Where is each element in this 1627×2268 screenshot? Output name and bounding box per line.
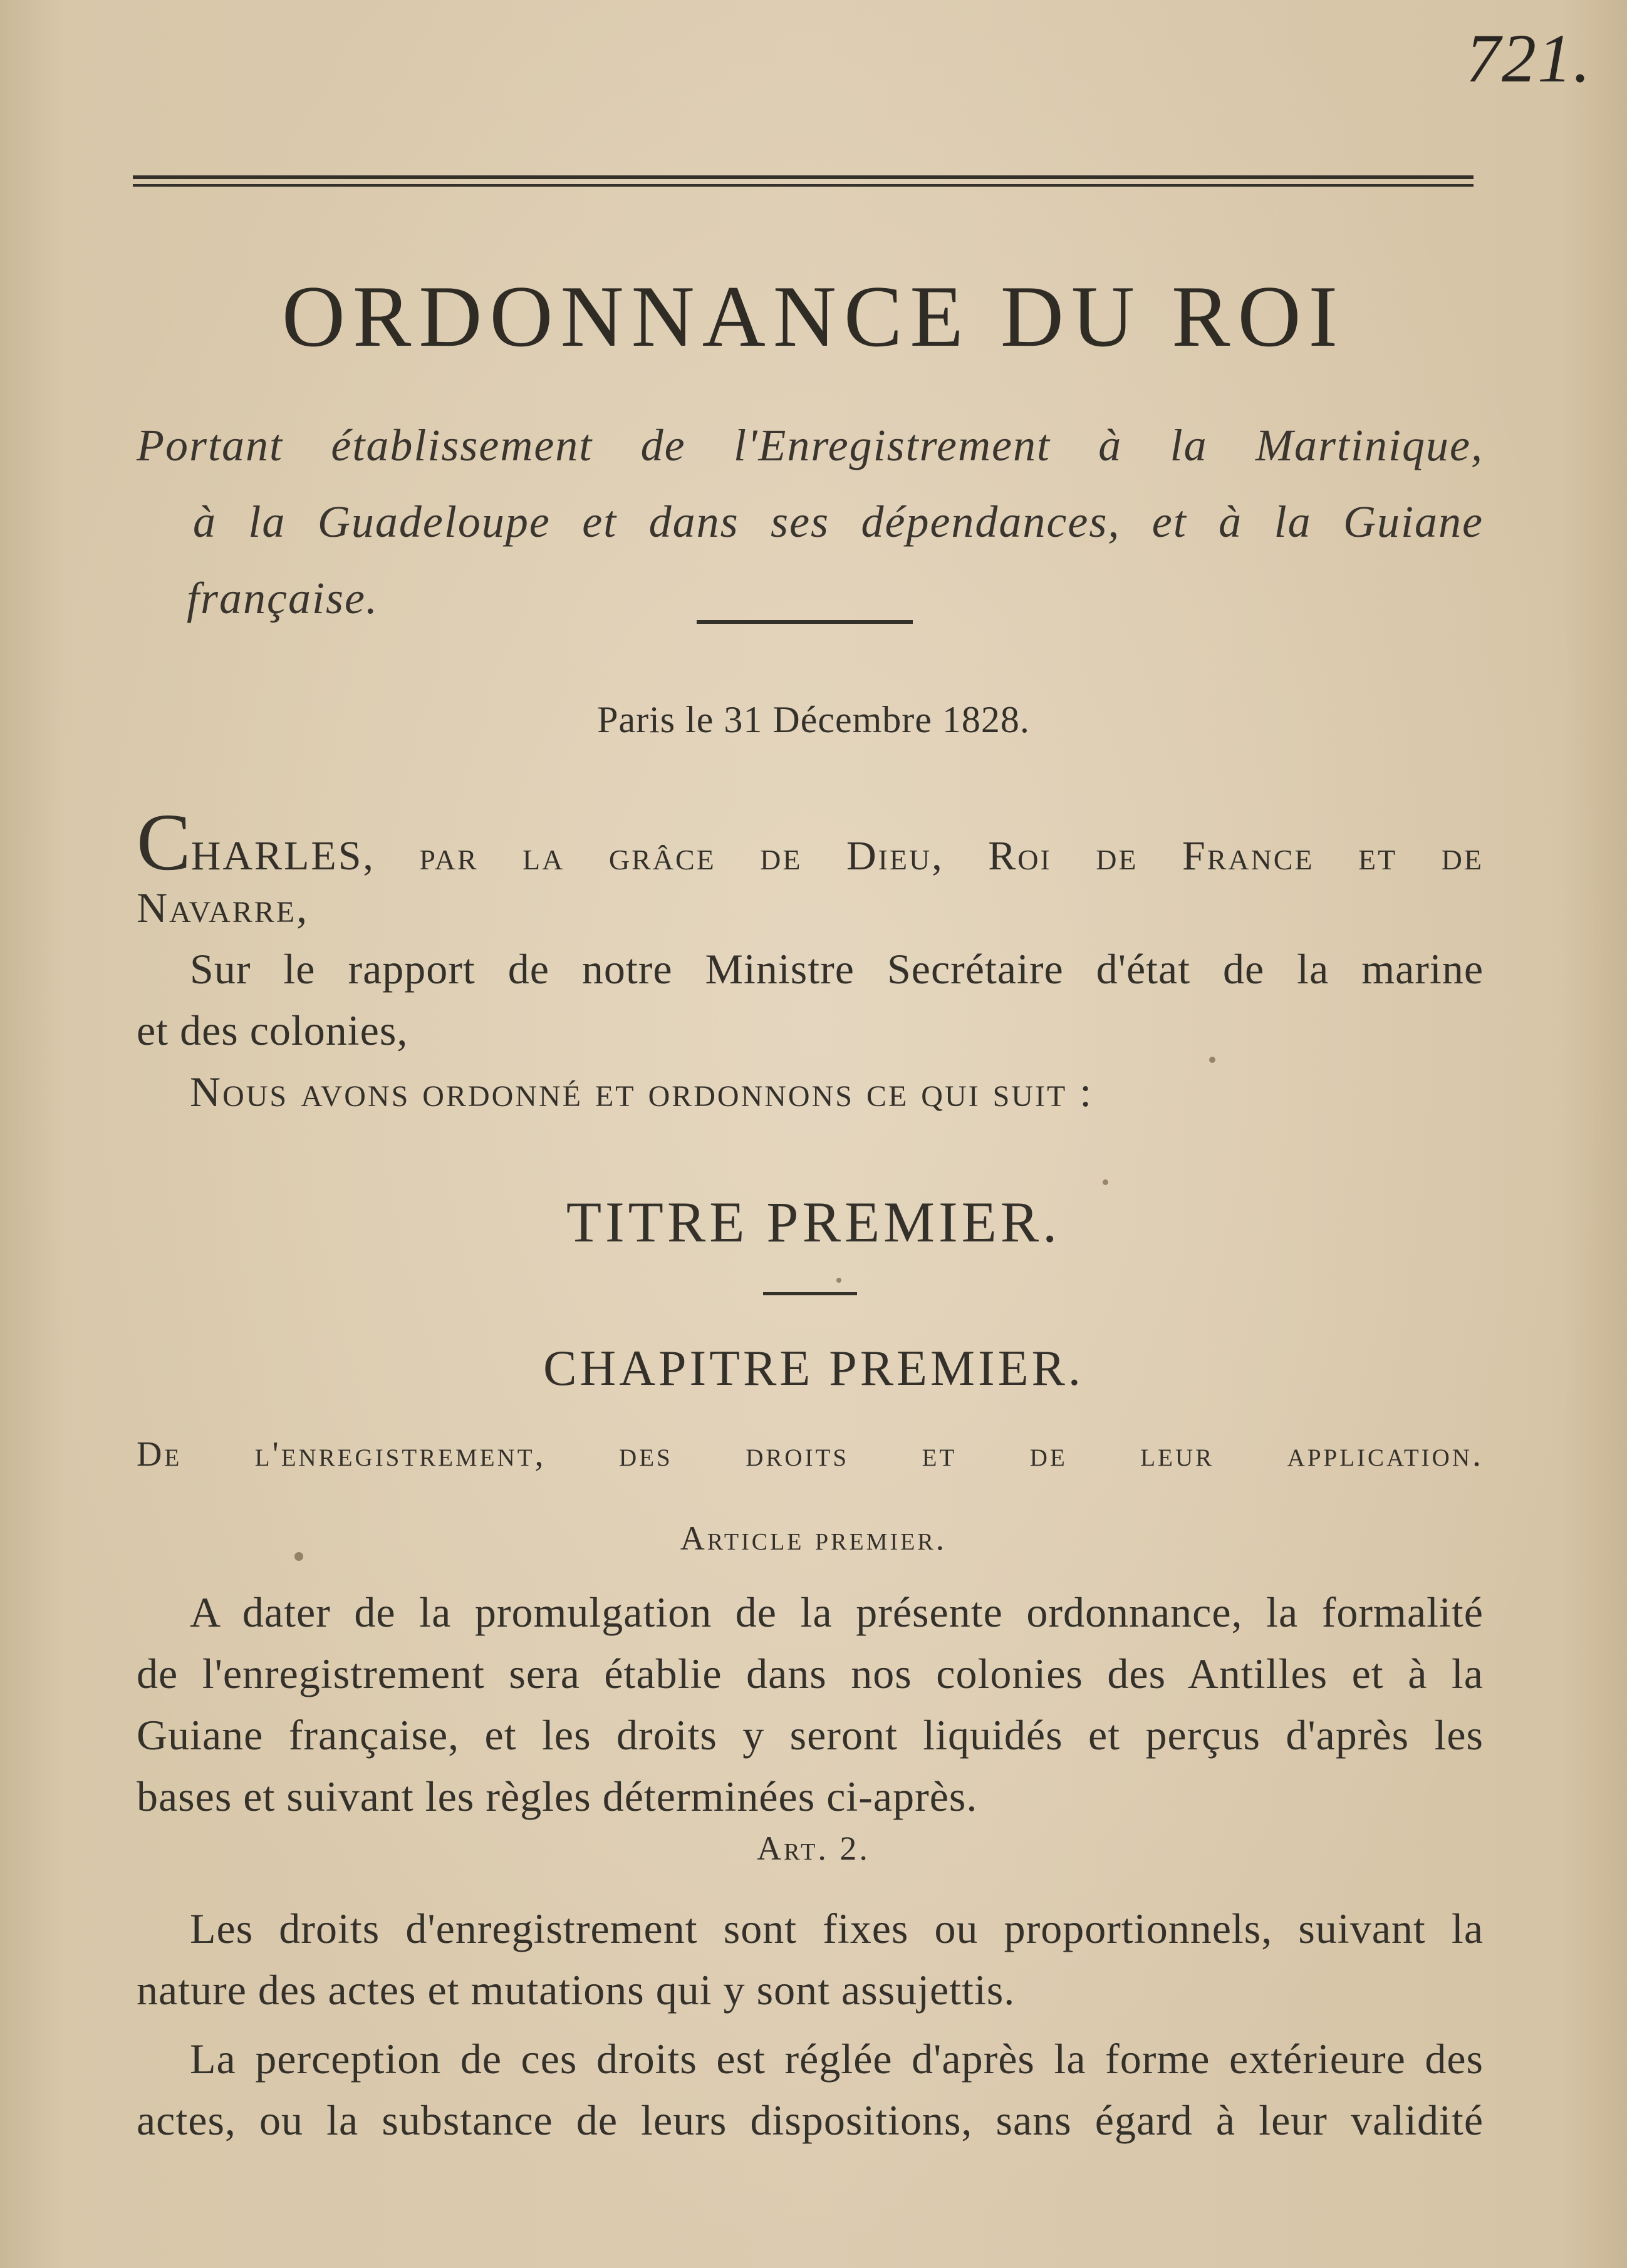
- document-subtitle: [137, 407, 1484, 636]
- dropcap-letter: C: [137, 797, 191, 888]
- subtitle-line: à la Guadeloupe et dans ses dépendances, et à la Guiane: [193, 497, 1484, 547]
- subtitle-line: Portant établissement de l'Enregistrement à la Martinique,: [137, 420, 1484, 470]
- ink-spot: [294, 1552, 303, 1561]
- ink-spot: [1209, 1057, 1215, 1063]
- ink-spot: [1103, 1179, 1108, 1185]
- titre-heading: TITRE PREMIER.: [566, 1190, 1061, 1254]
- folio-number: 721.: [1466, 20, 1592, 96]
- document-title: ORDONNANCE DU ROI: [281, 268, 1346, 365]
- article2-line: La perception de ces droits est réglée d'après la forme extérieure des: [190, 2035, 1484, 2083]
- article1-heading: Article premier.: [680, 1520, 947, 1557]
- header-double-rule: [133, 175, 1474, 192]
- article2-line: actes, ou la substance de leurs dispositions, sans égard à leur validité: [137, 2096, 1484, 2144]
- article1-line: A dater de la promulgation de la présente ordonnance, la formalité: [190, 1588, 1484, 1636]
- preamble-line1: HARLES, par la grâce de Dieu, Roi de France et de: [190, 833, 1484, 879]
- date-line: Paris le 31 Décembre 1828.: [597, 699, 1030, 740]
- article2-line: nature des actes et mutations qui y sont assujettis.: [137, 1966, 1016, 2014]
- chapitre-subtitle: De l'enregistrement, des droits et de leur application.: [137, 1435, 1484, 1474]
- article2-body: [137, 1898, 1484, 2151]
- article2-heading: Art. 2.: [757, 1830, 870, 1867]
- article2-line: Les droits d'enregistrement sont fixes ou proportionnels, suivant la: [190, 1905, 1484, 1952]
- preamble-line2: Navarre,: [137, 884, 309, 931]
- titre-divider: [763, 1292, 857, 1295]
- preamble-body: [137, 877, 1484, 1122]
- rapport-line: et des colonies,: [137, 1007, 408, 1054]
- rapport-line: Sur le rapport de notre Ministre Secrétaire d'état de la marine: [190, 945, 1484, 993]
- ink-spot: [836, 1278, 841, 1283]
- ordonne-line: Nous avons ordonné et ordonnons ce qui suit :: [190, 1068, 1094, 1116]
- chapitre-heading: CHAPITRE PREMIER.: [543, 1341, 1084, 1396]
- subtitle-divider: [697, 620, 913, 624]
- subtitle-line: française.: [187, 573, 378, 623]
- article1-line: de l'enregistrement sera établie dans nos colonies des Antilles et à la: [137, 1650, 1484, 1697]
- article1-line: bases et suivant les règles déterminées ci-après.: [137, 1773, 978, 1820]
- article1-body: [137, 1582, 1484, 1827]
- article1-line: Guiane française, et les droits y seront liquidés et perçus d'après les: [137, 1711, 1484, 1759]
